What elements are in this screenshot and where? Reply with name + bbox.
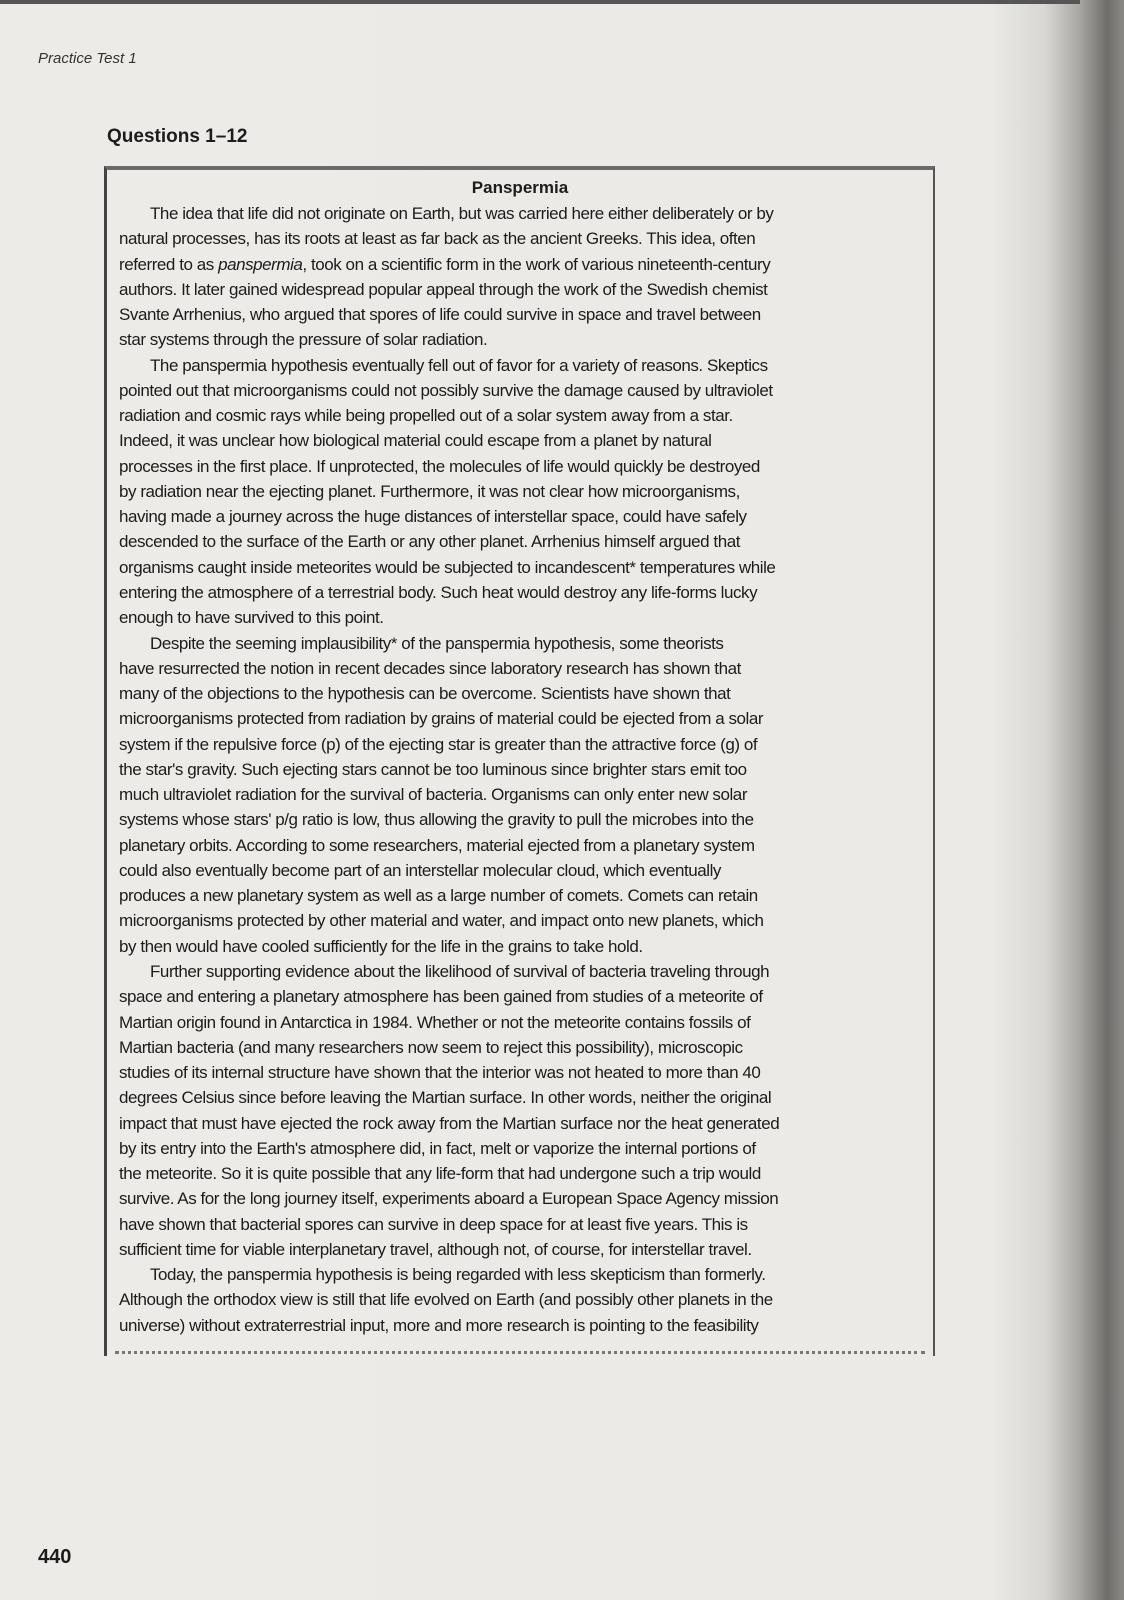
line-segment: , took on a scientific form in the work of various nineteenth-century bbox=[302, 254, 771, 274]
passage-line: many of the objections to the hypothesis can be overcome. Scientists have shown that bbox=[119, 684, 731, 704]
passage-line: planetary orbits. According to some researchers, material ejected from a planetary system bbox=[119, 835, 755, 855]
passage-line: much ultraviolet radiation for the survival of bacteria. Organisms can only enter new solar bbox=[119, 785, 748, 805]
section-heading: Questions 1–12 bbox=[107, 126, 248, 147]
passage-line bbox=[119, 252, 779, 277]
passage-line: studies of its internal structure have shown that the interior was not heated to more than 40 bbox=[119, 1063, 761, 1083]
line-segment: referred to as bbox=[119, 254, 219, 274]
passage-line: survive. As for the long journey itself, experiments aboard a European Space Agency mission bbox=[119, 1189, 779, 1209]
passage-line: have shown that bacterial spores can survive in deep space for at least five years. This is bbox=[119, 1214, 748, 1234]
passage-line: microorganisms protected from radiation by grains of material could be ejected from a solar bbox=[119, 709, 764, 729]
passage-line: The panspermia hypothesis eventually fell out of favor for a variety of reasons. Skeptics bbox=[150, 355, 768, 375]
passage-line: The idea that life did not originate on Earth, but was carried here either deliberately or by bbox=[150, 204, 774, 223]
passage-line: could also eventually become part of an interstellar molecular cloud, which eventually bbox=[119, 860, 721, 880]
passage-line: authors. It later gained widespread popular appeal through the work of the Swedish chemist bbox=[119, 279, 768, 299]
passage-line: Further supporting evidence about the likelihood of survival of bacteria traveling through bbox=[150, 961, 770, 981]
passage-line: sufficient time for viable interplanetary travel, although not, of course, for interstellar travel. bbox=[119, 1239, 752, 1259]
passage-line: space and entering a planetary atmosphere has been gained from studies of a meteorite of bbox=[119, 987, 763, 1007]
passage-line: processes in the first place. If unprotected, the molecules of life would quickly be destroyed bbox=[119, 456, 760, 476]
passage-line: entering the atmosphere of a terrestrial body. Such heat would destroy any life-forms lucky bbox=[119, 582, 758, 602]
passage-line: natural processes, has its roots at least as far back as the ancient Greeks. This idea, often bbox=[119, 229, 756, 249]
passage-title: Panspermia bbox=[471, 178, 569, 197]
passage-line: impact that must have ejected the rock away from the Martian surface nor the heat generated bbox=[119, 1113, 780, 1133]
passage-line: have resurrected the notion in recent decades since laboratory research has shown that bbox=[119, 658, 741, 678]
passage-box bbox=[104, 166, 935, 1356]
passage-line: by its entry into the Earth's atmosphere did, in fact, melt or vaporize the internal portions of bbox=[119, 1138, 756, 1158]
passage-line: the meteorite. So it is quite possible that any life-form that had undergone such a trip would bbox=[119, 1164, 761, 1184]
passage-line: Today, the panspermia hypothesis is being regarded with less skepticism than formerly. bbox=[150, 1265, 766, 1285]
passage-line: star systems through the pressure of solar radiation. bbox=[119, 330, 488, 350]
passage-line: Although the orthodox view is still that life evolved on Earth (and possibly other planets in the bbox=[119, 1290, 773, 1310]
italic-term: panspermia bbox=[218, 254, 303, 274]
passage-line: Svante Arrhenius, who argued that spores of life could survive in space and travel between bbox=[119, 305, 761, 325]
passage-line: radiation and cosmic rays while being propelled out of a solar system away from a star. bbox=[119, 406, 733, 426]
running-head: Practice Test 1 bbox=[38, 50, 137, 67]
passage-line: having made a journey across the huge distances of interstellar space, could have safely bbox=[119, 507, 747, 527]
passage-line: pointed out that microorganisms could not possibly survive the damage caused by ultraviolet bbox=[119, 380, 773, 400]
dotted-continuation-divider bbox=[115, 1351, 925, 1354]
passage-line: produces a new planetary system as well as a large number of comets. Comets can retain bbox=[119, 886, 758, 906]
passage-line: descended to the surface of the Earth or any other planet. Arrhenius himself argued that bbox=[119, 532, 740, 552]
passage-line: enough to have survived to this point. bbox=[119, 608, 384, 628]
page-number: 440 bbox=[38, 1546, 72, 1568]
passage-text bbox=[119, 201, 779, 1338]
passage-line: Martian origin found in Antarctica in 1984. Whether or not the meteorite contains fossils of bbox=[119, 1012, 751, 1032]
passage-line: by radiation near the ejecting planet. Furthermore, it was not clear how microorganisms, bbox=[119, 481, 740, 501]
passage-line: systems whose stars' p/g ratio is low, thus allowing the gravity to pull the microbes into the bbox=[119, 810, 754, 830]
passage-line: degrees Celsius since before leaving the Martian surface. In other words, neither the original bbox=[119, 1088, 772, 1108]
page-top-edge bbox=[0, 0, 1080, 4]
passage-line: the star's gravity. Such ejecting stars cannot be too luminous since brighter stars emit too bbox=[119, 759, 747, 779]
passage-line: microorganisms protected by other material and water, and impact onto new planets, which bbox=[119, 911, 764, 931]
passage-line: universe) without extraterrestrial input, more and more research is pointing to the feasibility bbox=[119, 1315, 759, 1335]
passage-line: system if the repulsive force (p) of the ejecting star is greater than the attractive force (g) of bbox=[119, 734, 758, 754]
passage-line: organisms caught inside meteorites would be subjected to incandescent* temperatures while bbox=[119, 557, 776, 577]
passage-line: by then would have cooled sufficiently for the life in the grains to take hold. bbox=[119, 936, 643, 956]
passage-line: Despite the seeming implausibility* of the panspermia hypothesis, some theorists bbox=[150, 633, 724, 653]
passage-line: Martian bacteria (and many researchers now seem to reject this possibility), microscopic bbox=[119, 1037, 743, 1057]
passage-line: Indeed, it was unclear how biological material could escape from a planet by natural bbox=[119, 431, 712, 451]
